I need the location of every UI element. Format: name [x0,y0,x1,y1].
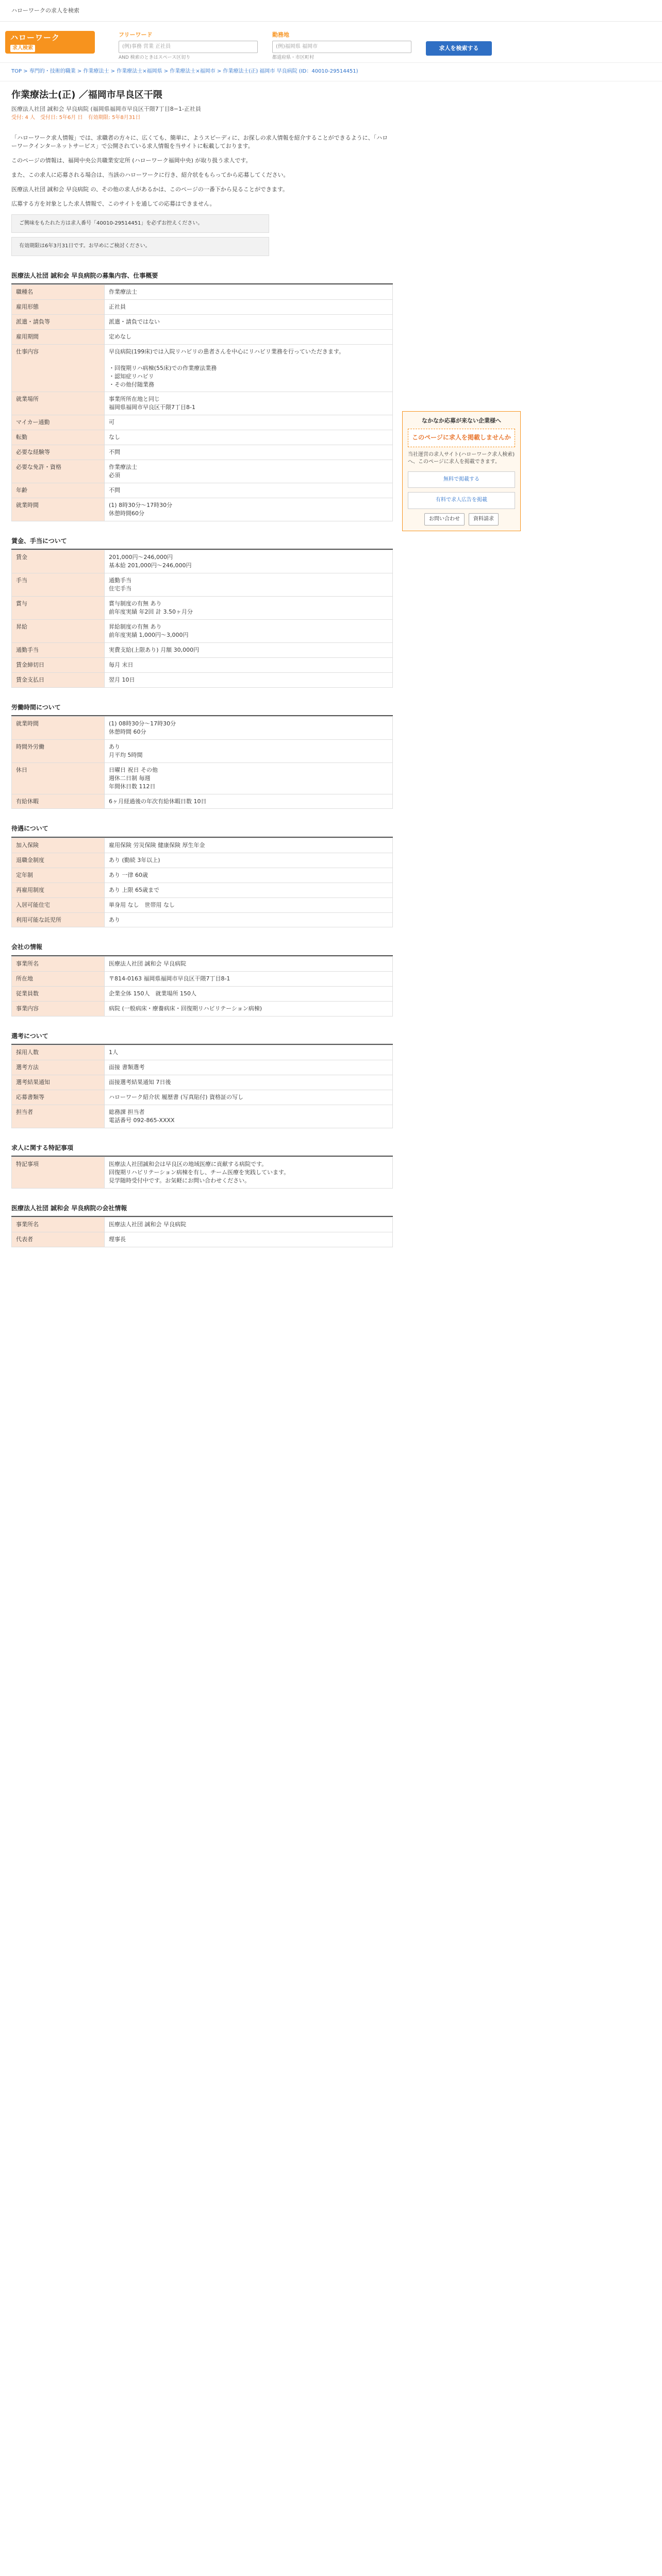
table-row [12,1075,393,1090]
table-row [12,329,393,344]
section-table [11,550,393,687]
section-jobinfo [11,269,393,521]
table-row [12,868,393,883]
contact-button[interactable]: お問い合わせ [424,513,465,526]
row-value: 翌月 10日 [105,672,393,687]
row-label: 入居可能住宅 [12,897,105,912]
row-value: 作業療法士 必須 [105,460,393,483]
row-label: マイカー通勤 [12,415,105,430]
table-row [12,657,393,672]
table-row [12,597,393,620]
notice-p2: このページの情報は、福岡中央公共職業安定所 (ハローワーク福岡中央) が取り扱う求人です。 [11,157,252,164]
job-number-box: ご興味をもたれた方は求人番号「40010-29514451」を必ずお控えください。 [11,214,269,233]
section-benefits [11,822,393,927]
table-row [12,498,393,521]
row-label: 特記事項 [12,1157,105,1189]
table-row [12,415,393,430]
section-table [11,1217,393,1247]
row-label: 時間外労働 [12,739,105,762]
row-label: 休日 [12,762,105,794]
notice-p1: 「ハローワーク求人情報」では、求職者の方々に、広くても、簡単に、ようスピーディに、お探しの求人情報を紹介することができるように、「ハローワークインターネットサービス」で公開されている求人情報を当サイトに転載しております。 [11,134,388,149]
row-value: 不問 [105,445,393,460]
table-row [12,853,393,868]
sidebar-text: 当社運営の求人サイト(ハローワーク求人検索)へ、このページに求人を掲載できます。 [408,451,515,465]
row-label: 賃金締切日 [12,657,105,672]
row-value: 総務課 担当者 電話番号 092-865-XXXX [105,1105,393,1128]
table-row [12,550,393,573]
row-label: 従業員数 [12,986,105,1001]
row-value: 派遣・請負ではない [105,314,393,329]
sidebar-highlight: このページに求人を掲載しませんか [408,429,515,447]
table-row [12,344,393,392]
row-value: 1人 [105,1045,393,1060]
table-row [12,285,393,300]
row-label: 選考方法 [12,1060,105,1075]
row-label: 再雇用制度 [12,883,105,897]
row-label: 定年制 [12,868,105,883]
page-body [0,81,662,1248]
breadcrumb[interactable]: TOP > 専門的・技術的職業 > 作業療法士 > 作業療法士×福岡県 > 作業療法士×福岡市 > 作業療法士(正) 福岡市 早良病院 (ID：40010-29514451) [0,63,662,81]
table-row [12,445,393,460]
row-value: あり (勤続 3年以上) [105,853,393,868]
notice-p4: 医療法人社団 誠和会 早良病院 の、その他の求人があるかは、このページの一番下から見ることができます。 [11,185,288,193]
table-row [12,1105,393,1128]
table-row [12,460,393,483]
area-field [272,31,411,61]
row-value: 雇用保険 労災保険 健康保険 厚生年金 [105,838,393,853]
row-value: (1) 08時30分〜17時30分 休憩時間 60分 [105,716,393,739]
notice-block [11,134,393,256]
site-header [0,22,662,63]
section-title: 賃金、手当について [11,535,393,550]
row-value: 医療法人社団 誠和会 早良病院 [105,956,393,971]
sidebar-ad-box [402,411,521,532]
row-value: 通勤手当 住宅手当 [105,573,393,597]
section-title: 選考について [11,1030,393,1045]
row-value: 不問 [105,483,393,498]
table-row [12,883,393,897]
row-value: (1) 8時30分〜17時30分 休憩時間60分 [105,498,393,521]
row-label: 賞与 [12,597,105,620]
notice-p3: また、この求人に応募される場合は、当該のハローワークに行き、紹介状をもらってから応募してください。 [11,171,289,178]
row-label: 雇用期間 [12,329,105,344]
row-label: 通勤手当 [12,642,105,657]
row-label: 採用人数 [12,1045,105,1060]
sidebar [402,81,521,1248]
row-label: 職種名 [12,285,105,300]
brochure-button[interactable]: 資料請求 [469,513,499,526]
section-table [11,1157,393,1189]
keyword-input[interactable]: (例)事務 営業 正社員 [119,41,258,53]
row-label: 昇給 [12,619,105,642]
row-value: あり 上限 65歳まで [105,883,393,897]
row-label: 利用可能な託児所 [12,912,105,927]
row-label: 年齢 [12,483,105,498]
row-value: 日曜日 祝日 その他 週休二日制 毎週 年間休日数 112日 [105,762,393,794]
row-label: 退職金制度 [12,853,105,868]
section-table [11,956,393,1016]
row-label: 選考結果通知 [12,1075,105,1090]
table-row [12,573,393,597]
row-label: 応募書類等 [12,1090,105,1105]
row-value: 企業全体 150人 就業場所 150人 [105,986,393,1001]
row-label: 賃金 [12,550,105,573]
sidebar-link-free[interactable]: 無料で掲載する [408,471,515,488]
row-label: 就業時間 [12,498,105,521]
keyword-hint: AND 検索のときはスペース区切り [119,55,191,60]
table-row [12,483,393,498]
row-label: 担当者 [12,1105,105,1128]
row-value: 〒814-0163 福岡県福岡市早良区干隈7丁目8-1 [105,971,393,986]
row-value: 可 [105,415,393,430]
row-label: 雇用形態 [12,299,105,314]
section-title: 会社の情報 [11,941,393,956]
row-label: 必要な経験等 [12,445,105,460]
table-row [12,392,393,415]
row-value: 毎月 末日 [105,657,393,672]
sidebar-buttons [408,513,515,526]
row-value: 6ヶ月経過後の年次有給休暇日数 10日 [105,794,393,809]
table-row [12,1090,393,1105]
keyword-label: フリーワード [119,31,153,38]
row-label: 転勤 [12,430,105,445]
header-search [119,31,492,61]
row-value: あり [105,912,393,927]
top-line-text: ハローワークの求人を検索 [11,7,79,14]
row-value: 作業療法士 [105,285,393,300]
section-title: 待遇について [11,822,393,837]
row-value: 早良病院(199床)では入院リハビリの患者さんを中心にリハビリ業務を行っていただきます。 ・回復期リハ病棟(55床)での作業療法業務 ・認知症リハビリ ・その他付随業務 [105,344,393,392]
area-hint: 都道府県・市区町村 [272,55,315,60]
area-input[interactable]: (例)福岡県 福岡市 [272,41,411,53]
main-content [11,81,393,1248]
row-value: 賞与制度の有無 あり 前年度実績 年2回 計 3.50ヶ月分 [105,597,393,620]
logo-line2: 求人検索 [10,45,35,53]
keyword-field [119,31,258,61]
row-value: 事業所所在地と同じ 福岡県福岡市早良区干隈7丁目8-1 [105,392,393,415]
table-row [12,716,393,739]
row-value: 昇給制度の有無 あり 前年度実績 1,000円〜3,000円 [105,619,393,642]
row-label: 賃金支払日 [12,672,105,687]
section-table [11,716,393,809]
row-label: 代表者 [12,1232,105,1247]
row-value: 面接選考結果通知 7日後 [105,1075,393,1090]
table-row [12,971,393,986]
table-row [12,762,393,794]
job-meta: 受付: 4 人 受付日: 5年6月 日 有効期限: 5年8月31日 [11,114,141,121]
row-value: 201,000円〜246,000円 基本給 201,000円〜246,000円 [105,550,393,573]
section-wage [11,535,393,688]
section-title: 労働時間について [11,701,393,716]
logo-line1: ハローワーク [10,32,60,42]
top-line [0,0,662,22]
section-title: 医療法人社団 誠和会 早良病院の募集内容、仕事概要 [11,269,393,284]
sidebar-link-paid[interactable]: 有料で求人広告を掲載 [408,492,515,509]
table-row [12,794,393,809]
table-row [12,1217,393,1232]
section-other [11,1202,393,1247]
job-address: 医療法人社団 誠和会 早良病院 (福岡県福岡市早良区干隈7丁目8−1-正社員 [11,105,201,112]
table-row [12,299,393,314]
table-row [12,1060,393,1075]
section-table [11,838,393,928]
section-selection [11,1030,393,1128]
table-row [12,912,393,927]
section-table [11,284,393,521]
row-label: 所在地 [12,971,105,986]
table-row [12,1157,393,1189]
row-value: 理事長 [105,1232,393,1247]
row-label: 仕事内容 [12,344,105,392]
table-row [12,986,393,1001]
search-button[interactable]: 求人を検索する [426,41,492,56]
table-row [12,672,393,687]
sidebar-title: なかなか応募が来ない企業様へ [422,417,501,424]
row-value: 正社員 [105,299,393,314]
row-value: 医療法人社団 誠和会 早良病院 [105,1217,393,1232]
table-row [12,619,393,642]
row-value: 面接 書類選考 [105,1060,393,1075]
table-row [12,897,393,912]
row-value: 単身用 なし 世帯用 なし [105,897,393,912]
row-value: 実費支給(上限あり) 月額 30,000円 [105,642,393,657]
table-row [12,1001,393,1016]
row-label: 必要な免許・資格 [12,460,105,483]
row-value: 医療法人社団誠和会は早良区の地域医療に貢献する病院です。 回復期リハビリテーション病棟を有し、チーム医療を実践しています。 見学随時受付中です。お気軽にお問い合わせください。 [105,1157,393,1189]
row-label: 事業所名 [12,1217,105,1232]
table-row [12,1232,393,1247]
table-row [12,642,393,657]
expiry-box: 有効期限は6年3月31日です。お早めにご検討ください。 [11,237,269,256]
row-label: 就業場所 [12,392,105,415]
table-row [12,956,393,971]
table-row [12,1045,393,1060]
job-title-block [11,81,393,127]
section-title: 医療法人社団 誠和会 早良病院の会社情報 [11,1202,393,1217]
area-label: 勤務地 [272,31,289,38]
section-pr [11,1142,393,1189]
notice-p5: 広募する方を対象とした求人情報で、このサイトを通しての応募はできません。 [11,200,216,207]
table-row [12,430,393,445]
row-value: 病院 (一般病床・療養病床・回復期リハビリテーション病棟) [105,1001,393,1016]
row-value: あり 月平均 5時間 [105,739,393,762]
row-label: 加入保険 [12,838,105,853]
section-title: 求人に関する特記事項 [11,1142,393,1157]
section-hours [11,701,393,809]
row-value: ハローワーク紹介状 履歴書 (写真貼付) 資格証の写し [105,1090,393,1105]
row-label: 派遣・請負等 [12,314,105,329]
row-label: 手当 [12,573,105,597]
row-value: 定めなし [105,329,393,344]
table-row [12,838,393,853]
section-company [11,941,393,1016]
row-label: 事業内容 [12,1001,105,1016]
row-value: あり 一律 60歳 [105,868,393,883]
table-row [12,314,393,329]
row-label: 事業所名 [12,956,105,971]
row-label: 有給休暇 [12,794,105,809]
table-row [12,739,393,762]
row-value: なし [105,430,393,445]
section-table [11,1045,393,1128]
page-title: 作業療法士(正) ／福岡市早良区干隈 [11,89,162,100]
row-label: 就業時間 [12,716,105,739]
site-logo[interactable] [5,31,95,54]
